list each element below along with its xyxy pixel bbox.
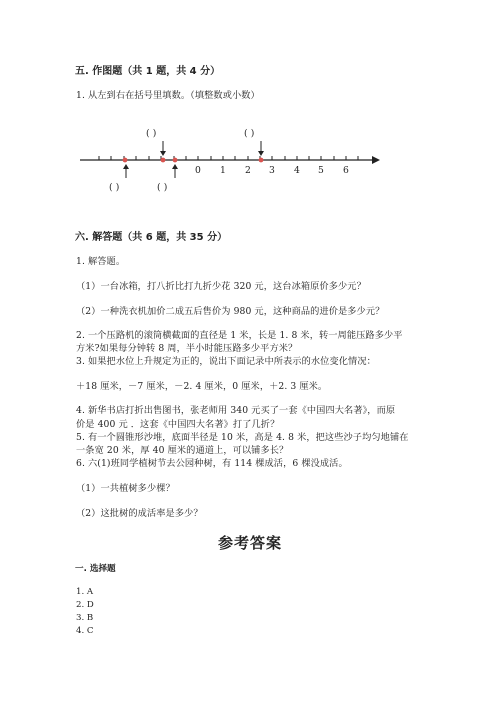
top-bracket-1: ( ) [146,128,157,139]
section6-question-1: 1. 解答题。 [76,256,126,267]
marker-point-3 [173,158,178,163]
top-bracket-2: ( ) [244,128,255,139]
section6-question-6: 6. 六(1)班同学植树节去公园种树，有 114 棵成活，6 棵没成活。 [76,458,348,469]
section5-title: 五. 作图题（共 1 题，共 4 分） [75,66,221,77]
bottom-bracket-2: ( ) [157,182,168,193]
section6-question-1-2: （2）一种洗衣机加价二成五后售价为 980 元，这种商品的进价是多少元？ [76,306,385,317]
answer-item-1: 1. A [76,587,94,597]
answer-item-3: 3. B [76,613,94,623]
section6-question-2-line2: 方米?如果每分钟转 8 周，半小时能压路多少平方米？ [76,343,298,354]
up-arrow-2 [172,164,178,178]
down-arrow-1 [160,141,166,156]
section5-question-1: 1. 从左到右在括号里填数。（填整数或小数） [76,90,260,101]
marker-point-1 [123,158,128,163]
answers-section1-title: 一. 选择题 [75,564,116,574]
section6-question-2-line1: 2. 一个压路机的滚筒横截面的直径是 1 米，长是 1. 8 米，转一周能压路多少平 [76,330,403,341]
axis-label-0: 0 [195,165,201,176]
answer-item-2: 2. D [76,600,94,610]
axis-label-2: 2 [245,165,251,176]
marker-point-2 [161,158,166,163]
marker-point-4 [259,158,264,163]
section6-question-5-line2: 一条宽 20 米，厚 40 厘米的通道上，可以铺多长？ [76,445,289,456]
number-line-arrowhead [372,156,380,164]
axis-label-3: 3 [269,165,275,176]
answer-item-4: 4. C [76,626,94,636]
bottom-bracket-1: ( ) [109,182,120,193]
section6-question-1-1: （1）一台冰箱，打八折比打九折少花 320 元，这台冰箱原价多少元？ [76,281,366,292]
answers-title: 参考答案 [218,534,283,552]
axis-label-4: 4 [294,165,300,176]
down-arrow-2 [258,141,264,156]
section6-question-6-1: （1）一共植树多少棵？ [76,483,175,494]
section6-question-4-line1: 4. 新华书店打折出售图书，张老师用 340 元买了一套《中国四大名著》，而原 [76,405,396,416]
section6-title: 六. 解答题（共 6 题，共 35 分） [75,232,228,243]
axis-label-6: 6 [343,165,349,176]
section6-question-4-line2: 价是 400 元 ．这套《中国四大名著》打了几折？ [76,419,280,430]
section6-question-3: 3. 如果把水位上升规定为正的，说出下面记录中所表示的水位变化情况： [76,356,376,367]
section6-question-5-line1: 5. 有一个圆锥形沙堆，底面半径是 10 米，高是 4. 8 米，把这些沙子均匀地铺在 [76,432,409,443]
axis-label-1: 1 [220,165,226,176]
section6-question-6-2: （2）这批树的成活率是多少？ [76,508,203,519]
axis-label-5: 5 [318,165,324,176]
section6-question-3-values: ＋18 厘米，－7 厘米，－2. 4 厘米，0 厘米，＋2. 3 厘米。 [76,381,328,392]
up-arrow-1 [123,164,129,178]
